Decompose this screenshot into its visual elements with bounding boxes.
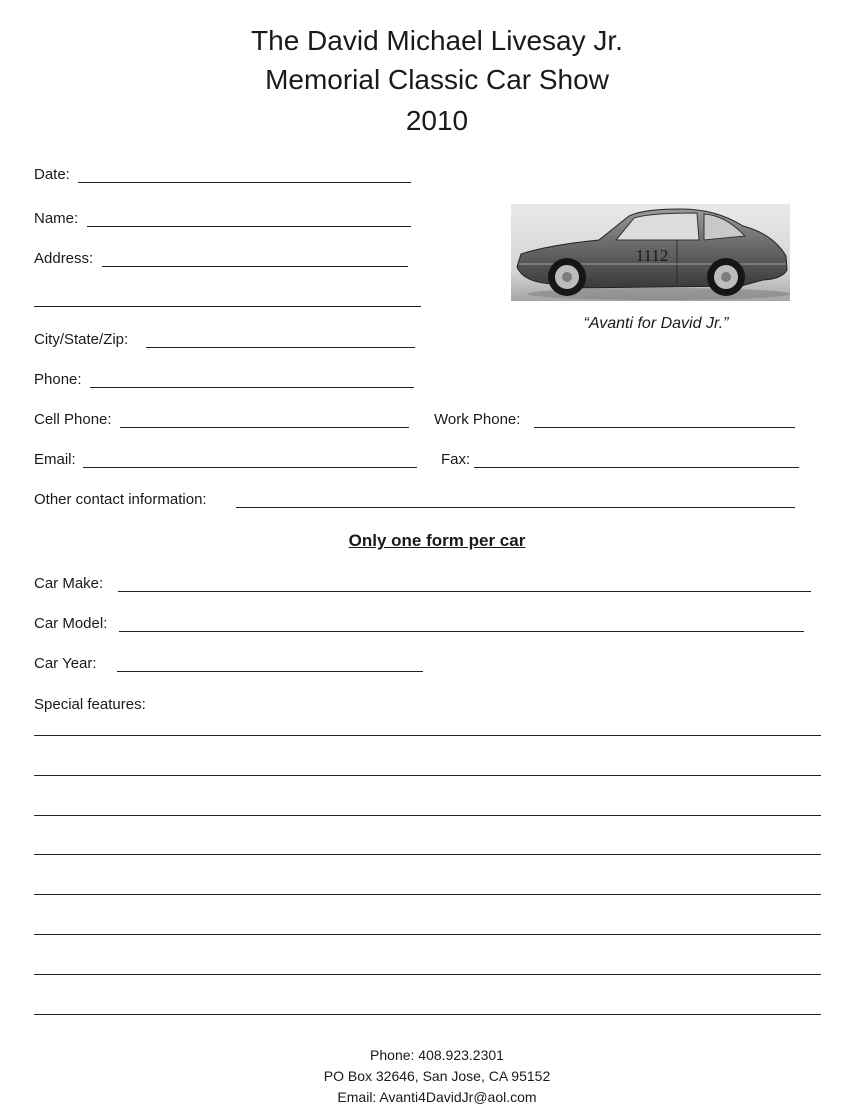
car-model-field[interactable] xyxy=(119,611,804,633)
footer-phone: Phone: 408.923.2301 xyxy=(370,1047,504,1063)
classic-car-photo xyxy=(511,204,790,301)
address-field[interactable] xyxy=(102,246,408,268)
footer-address: PO Box 32646, San Jose, CA 95152 xyxy=(323,1068,551,1084)
title-line-1: The David Michael Livesay Jr. xyxy=(251,25,623,56)
car-make-label: Car Make: xyxy=(34,575,104,592)
car-model-label: Car Model: xyxy=(34,615,108,632)
cell-phone-field[interactable] xyxy=(120,407,409,429)
cell-phone-label: Cell Phone: xyxy=(34,411,112,428)
special-features-field[interactable] xyxy=(34,755,821,777)
name-label: Name: xyxy=(34,210,79,227)
date-field[interactable] xyxy=(78,162,411,184)
front-wheel-icon xyxy=(548,258,586,296)
city-state-zip-field[interactable] xyxy=(146,327,415,349)
address-line-2-field[interactable] xyxy=(34,286,421,308)
title-year: 2010 xyxy=(405,105,469,136)
special-features-field[interactable] xyxy=(34,914,821,936)
footer-email: Email: Avanti4DavidJr@aol.com xyxy=(337,1089,537,1105)
special-features-label: Special features: xyxy=(34,696,146,713)
phone-label: Phone: xyxy=(34,371,82,388)
fax-label: Fax: xyxy=(441,451,471,468)
special-features-field[interactable] xyxy=(34,795,821,817)
address-label: Address: xyxy=(34,250,94,267)
other-contact-label: Other contact information: xyxy=(34,491,207,508)
email-field[interactable] xyxy=(83,447,417,469)
race-number: 1112 xyxy=(635,246,669,265)
work-phone-label: Work Phone: xyxy=(434,411,521,428)
phone-field[interactable] xyxy=(90,367,414,389)
work-phone-field[interactable] xyxy=(534,407,795,429)
name-field[interactable] xyxy=(87,206,411,228)
car-year-field[interactable] xyxy=(117,651,423,673)
date-label: Date: xyxy=(34,166,70,183)
rear-wheel-icon xyxy=(707,258,745,296)
special-features-field[interactable] xyxy=(34,874,821,896)
other-contact-field[interactable] xyxy=(236,487,795,509)
special-features-field[interactable] xyxy=(34,715,821,737)
fax-field[interactable] xyxy=(474,447,799,469)
one-form-per-car-notice: Only one form per car xyxy=(348,531,526,550)
email-label: Email: xyxy=(34,451,76,468)
title-line-2: Memorial Classic Car Show xyxy=(265,64,609,95)
photo-caption: “Avanti for David Jr.” xyxy=(583,315,729,332)
special-features-field[interactable] xyxy=(34,834,821,856)
car-year-label: Car Year: xyxy=(34,655,97,672)
special-features-field[interactable] xyxy=(34,954,821,976)
car-make-field[interactable] xyxy=(118,571,811,593)
special-features-field[interactable] xyxy=(34,994,821,1016)
city-state-zip-label: City/State/Zip: xyxy=(34,331,129,348)
